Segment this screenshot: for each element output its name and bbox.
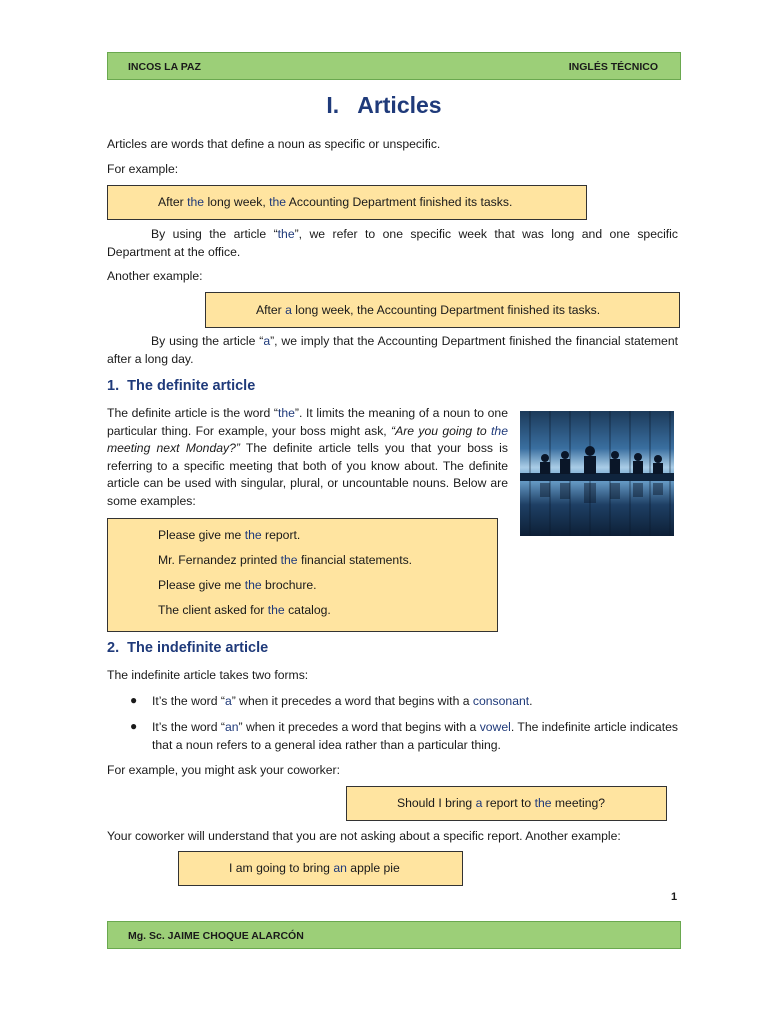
definite-example-1 xyxy=(158,528,300,542)
header-subject: INGLÉS TÉCNICO xyxy=(568,61,658,73)
section-number: 2. xyxy=(107,640,120,656)
section-heading-indefinite xyxy=(107,640,268,656)
example-box-2 xyxy=(205,292,680,328)
text: brochure. xyxy=(261,578,317,592)
text: . xyxy=(529,694,533,708)
section-title: The definite article xyxy=(127,378,256,394)
text: Mr. Fernandez printed xyxy=(158,553,281,567)
bullet-item-a xyxy=(152,693,678,711)
text: The definite article tells you that your boss is referring to a specific meeting that both of you know about. The definite article can be used with singular, plural, or uncountable nouns. Below are some examples: xyxy=(107,441,508,508)
coworker-paragraph: Your coworker will understand that you are not asking about a specific report. Another example: xyxy=(107,829,621,843)
footer-author: Mg. Sc. JAIME CHOQUE ALARCÓN xyxy=(128,930,304,942)
text: ” when it precedes a word that begins with a xyxy=(231,694,473,708)
title-text: Articles xyxy=(357,92,442,118)
definite-example-2 xyxy=(158,553,412,567)
text: meeting? xyxy=(551,796,606,810)
business-meeting-photo xyxy=(520,411,674,536)
coworker-intro: For example, you might ask your coworker: xyxy=(107,763,341,777)
title-number: I. xyxy=(326,92,340,118)
text: report. xyxy=(261,528,301,542)
indefinite-intro: The indefinite article takes two forms: xyxy=(107,668,309,682)
section-number: 1. xyxy=(107,378,120,394)
bullet-icon: ● xyxy=(130,719,138,733)
text: ” when it precedes a word that begins with a xyxy=(238,720,480,734)
keyword-highlight: vowel xyxy=(479,720,511,734)
example-box-4 xyxy=(178,851,463,886)
article-highlight: the xyxy=(267,603,285,617)
text: Please give me xyxy=(158,578,245,592)
text: financial statements. xyxy=(297,553,413,567)
example-box-1 xyxy=(107,185,587,220)
text: The client asked for xyxy=(158,603,268,617)
definite-examples-box xyxy=(107,518,498,632)
text: ”, we refer to one specific week that was long and one specific Department at the office. xyxy=(107,227,678,259)
quote-text: meeting next Monday?” xyxy=(107,441,240,456)
article-highlight: the xyxy=(244,528,262,542)
text: apple pie xyxy=(346,861,400,875)
example-sentence-1 xyxy=(158,195,512,209)
article-highlight: the xyxy=(187,195,205,209)
quote-text: “Are you going to xyxy=(391,423,492,438)
another-example-label: Another example: xyxy=(107,269,203,283)
text: After xyxy=(256,303,286,317)
article-highlight: a xyxy=(475,796,483,810)
keyword-highlight: consonant xyxy=(472,694,530,708)
example-sentence-4 xyxy=(229,861,400,875)
article-highlight: an xyxy=(333,861,347,875)
text: Please give me xyxy=(158,528,245,542)
text: ”. It limits the meaning of a noun to one particular thing. For example, your boss might ask, xyxy=(107,406,508,438)
definite-example-4 xyxy=(158,603,331,617)
business-meeting-icon xyxy=(520,411,674,536)
text: Accounting Department finished its tasks. xyxy=(286,195,513,209)
definite-article-paragraph xyxy=(107,405,508,511)
article-highlight: the xyxy=(534,796,552,810)
text: After xyxy=(158,195,188,209)
paragraph-a-explanation xyxy=(107,333,678,368)
example-sentence-3 xyxy=(397,796,605,810)
intro-paragraph: Articles are words that define a noun as specific or unspecific. xyxy=(107,137,441,151)
article-highlight: the xyxy=(280,553,298,567)
text: report to xyxy=(482,796,535,810)
page-footer xyxy=(107,921,681,949)
article-highlight: a xyxy=(224,694,232,708)
text: catalog. xyxy=(284,603,331,617)
page-header xyxy=(107,52,681,80)
section-title: The indefinite article xyxy=(127,640,269,656)
text: Should I bring xyxy=(397,796,476,810)
text: long week, the Accounting Department finished its tasks. xyxy=(291,303,601,317)
text: ”, we imply that the Accounting Department finished the financial statement after a long day. xyxy=(107,334,678,366)
example-sentence-2 xyxy=(256,303,600,317)
bullet-icon: ● xyxy=(130,693,138,707)
definite-example-3 xyxy=(158,578,317,592)
example-box-3 xyxy=(346,786,667,821)
text: The definite article is the word “ xyxy=(107,406,278,420)
text: It’s the word “ xyxy=(152,694,225,708)
bullet-item-an xyxy=(152,719,678,754)
page-title xyxy=(0,92,768,119)
section-heading-definite xyxy=(107,378,255,394)
page-number: 1 xyxy=(671,891,678,903)
article-highlight: the xyxy=(277,406,295,420)
text: It’s the word “ xyxy=(152,720,225,734)
article-highlight: the xyxy=(491,423,508,438)
article-highlight: a xyxy=(263,334,271,348)
text: long week, xyxy=(204,195,270,209)
paragraph-the-explanation xyxy=(107,226,678,261)
text: . The indefinite article indicates that a noun refers to a general idea rather than a particular thing. xyxy=(152,720,678,752)
header-institution: INCOS LA PAZ xyxy=(128,61,201,73)
text: By using the article “ xyxy=(151,227,278,241)
article-highlight: the xyxy=(244,578,262,592)
article-highlight: the xyxy=(277,227,295,241)
article-highlight: a xyxy=(285,303,292,317)
text: I am going to bring xyxy=(229,861,334,875)
article-highlight: an xyxy=(224,720,239,734)
for-example-label: For example: xyxy=(107,162,179,176)
article-highlight: the xyxy=(269,195,287,209)
text: By using the article “ xyxy=(151,334,264,348)
